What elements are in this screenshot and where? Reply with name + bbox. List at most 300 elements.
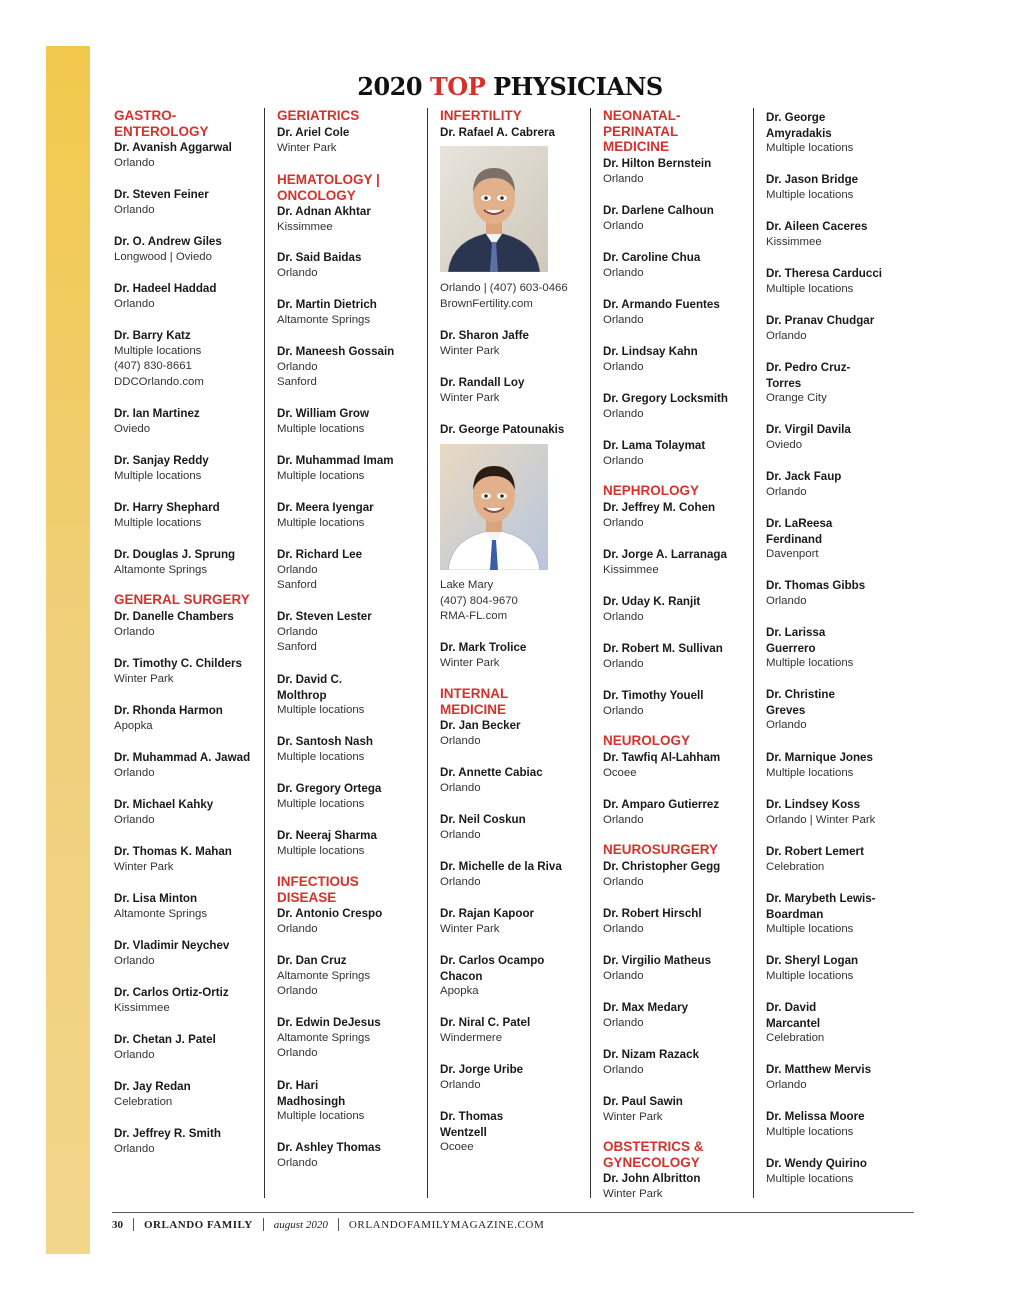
physician-entry: [440, 640, 590, 671]
specialty-heading: [603, 1139, 753, 1170]
location-text: Orlando: [603, 922, 644, 935]
physician-entry: [766, 844, 916, 875]
physician-name: Dr. Robert Lemert: [766, 845, 864, 858]
physician-name: Dr. Niral C. Patel: [440, 1016, 531, 1029]
physician-entry: [440, 859, 590, 890]
physician-entry: [766, 625, 916, 672]
location-text: Winter Park: [277, 141, 337, 154]
physician-name: Dr. David Marcantel: [766, 1001, 821, 1030]
physician-name: Dr. Thomas Wentzell: [440, 1110, 504, 1139]
location-text: Multiple locations: [114, 469, 202, 482]
location-text: Orlando: [603, 219, 644, 232]
location-text: Orlando: [766, 719, 807, 732]
physician-name: Dr. Barry Katz: [114, 329, 191, 342]
physician-name: Dr. Ariel Cole: [277, 126, 350, 139]
specialty-heading-text: NEONATAL- PERINATAL MEDICINE: [603, 108, 681, 154]
location-text: Orlando: [114, 625, 155, 638]
physician-name: Dr. Gregory Ortega: [277, 782, 382, 795]
physician-name: Dr. Michael Kahky: [114, 798, 214, 811]
physician-entry: [277, 204, 427, 235]
location-text: Winter Park: [114, 860, 174, 873]
location-text: Apopka: [114, 719, 153, 732]
physician-entry: [114, 406, 264, 437]
location-text: Orlando: [603, 875, 644, 888]
physician-entry: [114, 140, 264, 171]
physician-entry: [766, 797, 916, 828]
physician-name: Dr. Hilton Bernstein: [603, 157, 712, 170]
physician-entry: [766, 1156, 916, 1187]
specialty-heading: [277, 874, 427, 905]
physician-entry: [603, 797, 753, 828]
physician-entry: [440, 1015, 590, 1046]
physician-entry: [603, 203, 753, 234]
physician-entry: [766, 172, 916, 203]
physician-entry: [766, 953, 916, 984]
location-text: Multiple locations: [114, 344, 202, 357]
physician-name: Dr. Robert M. Sullivan: [603, 642, 723, 655]
physician-entry: [766, 687, 916, 734]
location-text: Orlando: [277, 266, 318, 279]
physician-name: Dr. Caroline Chua: [603, 251, 701, 264]
specialty-heading: [114, 108, 264, 139]
physician-name: Dr. Virgil Davila: [766, 423, 851, 436]
physician-entry: [766, 469, 916, 500]
physician-name: Dr. Neil Coskun: [440, 813, 526, 826]
location-text: Orlando: [440, 875, 481, 888]
physician-name: Dr. Mark Trolice: [440, 641, 527, 654]
issue-date: august 2020: [273, 1218, 328, 1231]
physician-name: Dr. Steven Feiner: [114, 188, 209, 201]
physician-entry: [766, 578, 916, 609]
specialty-heading-text: INFERTILITY: [440, 108, 522, 123]
physician-entry: [603, 641, 753, 672]
physician-name: Dr. Jan Becker: [440, 719, 521, 732]
specialty-heading: [603, 842, 753, 858]
location-text: Multiple locations: [277, 844, 365, 857]
physician-name: Dr. Jorge A. Larranaga: [603, 548, 727, 561]
location-text: Multiple locations: [766, 1172, 854, 1185]
specialty-heading: [114, 592, 264, 608]
location-text: Orlando: [114, 297, 155, 310]
physician-entry: [766, 219, 916, 250]
location-text: Orlando: [440, 1078, 481, 1091]
physician-name: Dr. Thomas Gibbs: [766, 579, 866, 592]
specialty-heading-text: OBSTETRICS & GYNECOLOGY: [603, 1139, 704, 1170]
location-text: Orlando: [603, 313, 644, 326]
location-text: Multiple locations: [766, 766, 854, 779]
physician-entry: [603, 750, 753, 781]
physician-entry: [603, 156, 753, 187]
column-3: [440, 108, 591, 1198]
specialty-heading: [277, 108, 427, 124]
location-text: Orlando: [603, 610, 644, 623]
physician-entry: [603, 1000, 753, 1031]
physician-name: Dr. Sheryl Logan: [766, 954, 859, 967]
location-text: Multiple locations: [277, 1110, 365, 1123]
physician-name: Dr. Richard Lee: [277, 548, 363, 561]
location-text: Lake Mary: [440, 579, 494, 591]
physician-entry: [766, 422, 916, 453]
physician-name: Dr. Timothy Youell: [603, 689, 704, 702]
physician-name: Dr. Pranav Chudgar: [766, 314, 875, 327]
physician-entry: [114, 1126, 264, 1157]
physician-name: Dr. Santosh Nash: [277, 735, 373, 748]
physician-entry: [766, 750, 916, 781]
physician-name: Dr. John Albritton: [603, 1172, 701, 1185]
physician-entry: [114, 750, 264, 781]
location-text: Sanford: [277, 376, 317, 389]
footer-separator: [133, 1218, 134, 1231]
physician-name: Dr. Rafael A. Cabrera: [440, 126, 555, 139]
location-text: Orlando: [603, 360, 644, 373]
physician-entry: [603, 500, 753, 531]
title-year: 2020: [357, 72, 423, 101]
physician-name: Dr. Lindsay Kahn: [603, 345, 698, 358]
physician-entry: [440, 765, 590, 796]
location-text: Sanford: [277, 641, 317, 654]
location-text: Orlando: [603, 1063, 644, 1076]
physician-entry: [603, 1047, 753, 1078]
location-text: Multiple locations: [766, 1125, 854, 1138]
specialty-heading-text: HEMATOLOGY | ONCOLOGY: [277, 172, 380, 203]
location-text: Orlando: [603, 454, 644, 467]
location-text: Oviedo: [114, 422, 151, 435]
location-text: Multiple locations: [277, 797, 365, 810]
location-text: Orlando: [277, 625, 318, 638]
physician-entry: [766, 891, 916, 938]
physician-name: Dr. Rajan Kapoor: [440, 907, 535, 920]
specialty-heading-text: GENERAL SURGERY: [114, 592, 250, 607]
specialty-heading-text: GASTRO- ENTEROLOGY: [114, 108, 209, 139]
physician-entry: [277, 1140, 427, 1171]
physician-entry: [114, 1079, 264, 1110]
physician-name: Dr. Ian Martinez: [114, 407, 200, 420]
physician-entry: [440, 328, 590, 359]
physician-name: Dr. Uday K. Ranjit: [603, 595, 701, 608]
location-text: Ocoee: [440, 1141, 474, 1154]
physician-entry: [114, 985, 264, 1016]
location-text: Celebration: [766, 1032, 825, 1045]
phone-number: (407) 830-8661: [114, 360, 192, 373]
physician-entry: [277, 609, 427, 656]
location-text: Multiple locations: [277, 516, 365, 529]
location-text: Multiple locations: [114, 516, 202, 529]
physician-name: Dr. Sanjay Reddy: [114, 454, 209, 467]
location-text: Multiple locations: [277, 704, 365, 717]
physician-entry: [440, 125, 590, 141]
physician-entry: [114, 328, 264, 390]
physician-entry: [114, 844, 264, 875]
specialty-heading: [440, 686, 590, 717]
footer-separator: [263, 1218, 264, 1231]
location-text: Multiple locations: [766, 657, 854, 670]
location-text: Kissimmee: [603, 563, 659, 576]
location-text: Orlando: [114, 813, 155, 826]
physician-entry: [603, 1094, 753, 1125]
physician-name: Dr. Aileen Caceres: [766, 220, 868, 233]
physician-entry: [277, 547, 427, 594]
location-text: Celebration: [766, 860, 825, 873]
physician-entry: [277, 500, 427, 531]
physician-name: Dr. David C. Molthrop: [277, 673, 343, 702]
physician-entry: [603, 859, 753, 890]
physician-entry: [277, 1078, 427, 1125]
phone-number: (407) 804-9670: [440, 594, 518, 607]
location-text: Orlando: [277, 1047, 318, 1060]
specialty-heading-text: NEUROSURGERY: [603, 842, 719, 857]
physician-name: Dr. Gregory Locksmith: [603, 392, 728, 405]
title-rest: PHYSICIANS: [493, 72, 663, 101]
physician-entry: [440, 375, 590, 406]
specialty-heading: [277, 172, 427, 203]
physician-entry: [766, 110, 916, 157]
physician-entry: [766, 313, 916, 344]
location-text: Orlando: [277, 922, 318, 935]
location-text: Orlando: [603, 407, 644, 420]
location-text: Orlando: [114, 766, 155, 779]
physician-name: Dr. Paul Sawin: [603, 1095, 683, 1108]
location-text: Orlando: [603, 704, 644, 717]
page-number: 30: [112, 1218, 123, 1231]
column-5: [766, 108, 916, 1198]
location-text: Altamonte Springs: [277, 1031, 371, 1044]
physician-name: Dr. Vladimir Neychev: [114, 939, 230, 952]
physician-name: Dr. Theresa Carducci: [766, 267, 882, 280]
physician-name: Dr. Martin Dietrich: [277, 298, 377, 311]
physician-entry: [766, 1000, 916, 1047]
physician-entry: [277, 828, 427, 859]
physician-entry: [766, 516, 916, 563]
location-text: Davenport: [766, 548, 819, 561]
physician-name: Dr. Matthew Mervis: [766, 1063, 872, 1076]
physician-name: Dr. Jason Bridge: [766, 173, 859, 186]
physician-name: Dr. Meera Iyengar: [277, 501, 374, 514]
physician-name: Dr. Said Baidas: [277, 251, 362, 264]
location-text: Altamonte Springs: [114, 907, 208, 920]
website-link[interactable]: DDCOrlando.com: [114, 375, 204, 388]
physician-entry: [440, 953, 590, 1000]
location-text: Orlando: [114, 156, 155, 169]
specialty-heading-text: NEPHROLOGY: [603, 483, 700, 498]
location-text: Multiple locations: [277, 750, 365, 763]
physician-entry: [114, 1032, 264, 1063]
website-link[interactable]: RMA-FL.com: [440, 610, 508, 623]
physician-entry: [114, 797, 264, 828]
location-text: Orlando: [766, 329, 807, 342]
physician-entry: [277, 297, 427, 328]
physician-entry: [277, 781, 427, 812]
location-text: Altamonte Springs: [277, 969, 371, 982]
physician-entry: [440, 422, 590, 438]
location-text: Winter Park: [440, 922, 500, 935]
physician-name: Dr. Hari Madhosingh: [277, 1079, 346, 1108]
physician-entry: [766, 1109, 916, 1140]
physician-entry: [114, 547, 264, 578]
location-text: Orlando: [114, 954, 155, 967]
location-text: Celebration: [114, 1095, 173, 1108]
physician-name: Dr. Neeraj Sharma: [277, 829, 377, 842]
location-text: Altamonte Springs: [277, 313, 371, 326]
physician-entry: [603, 688, 753, 719]
physician-name: Dr. Douglas J. Sprung: [114, 548, 236, 561]
location-text: Orlando | Winter Park: [766, 813, 876, 826]
physician-name: Dr. Antonio Crespo: [277, 907, 383, 920]
physician-entry: [440, 578, 590, 625]
physician-entry: [277, 453, 427, 484]
physician-name: Dr. Maneesh Gossain: [277, 345, 395, 358]
location-text: Orlando: [603, 657, 644, 670]
location-text: Orlando: [603, 1016, 644, 1029]
physician-entry: [440, 281, 590, 312]
location-text: Multiple locations: [766, 188, 854, 201]
location-text: Kissimmee: [277, 220, 333, 233]
physician-name: Dr. Sharon Jaffe: [440, 329, 529, 342]
physician-name: Dr. Pedro Cruz- Torres: [766, 361, 851, 390]
physician-name: Dr. Jorge Uribe: [440, 1063, 524, 1076]
physician-name: Dr. Hadeel Haddad: [114, 282, 217, 295]
location-text: Orlando: [114, 203, 155, 216]
physician-entry: [277, 125, 427, 156]
physician-entry: [603, 250, 753, 281]
physician-name: Dr. Randall Loy: [440, 376, 525, 389]
physician-name: Dr. Robert Hirschl: [603, 907, 702, 920]
location-text: Orlando: [603, 969, 644, 982]
physician-name: Dr. Virgilio Matheus: [603, 954, 712, 967]
location-text: Orlando: [603, 266, 644, 279]
specialty-heading: [440, 108, 590, 124]
physician-name: Dr. Lindsey Koss: [766, 798, 861, 811]
magazine-name: ORLANDO FAMILY: [144, 1218, 253, 1231]
location-text: Multiple locations: [766, 282, 854, 295]
physician-entry: [766, 1062, 916, 1093]
title-accent: TOP: [429, 72, 486, 101]
location-text: Orlando: [603, 813, 644, 826]
location-text: Orlando: [277, 985, 318, 998]
location-text: Orlando: [440, 781, 481, 794]
physician-name: Dr. George Amyradakis: [766, 111, 832, 140]
physician-entry: [114, 234, 264, 265]
physician-name: Dr. LaReesa Ferdinand: [766, 517, 833, 546]
physician-name: Dr. Jack Faup: [766, 470, 842, 483]
column-4: [603, 108, 754, 1198]
physician-entry: [114, 453, 264, 484]
physician-entry: [114, 187, 264, 218]
specialty-heading: [603, 108, 753, 155]
footer: [112, 1218, 544, 1231]
physician-name: Dr. Steven Lester: [277, 610, 372, 623]
column-1: [114, 108, 265, 1198]
physician-name: Dr. Danelle Chambers: [114, 610, 234, 623]
physician-name: Dr. Avanish Aggarwal: [114, 141, 232, 154]
physician-name: Dr. Christopher Gegg: [603, 860, 721, 873]
physician-entry: [603, 906, 753, 937]
physician-name: Dr. Marybeth Lewis- Boardman: [766, 892, 876, 921]
physician-name: Dr. Melissa Moore: [766, 1110, 865, 1123]
location-text: Multiple locations: [766, 923, 854, 936]
physician-name: Dr. Muhammad A. Jawad: [114, 751, 251, 764]
physician-name: Dr. Lama Tolaymat: [603, 439, 706, 452]
physician-name: Dr. Darlene Calhoun: [603, 204, 714, 217]
physician-entry: [277, 734, 427, 765]
location-text: Orlando: [114, 1048, 155, 1061]
physician-entry: [277, 250, 427, 281]
physician-name: Dr. Max Medary: [603, 1001, 689, 1014]
physician-name: Dr. Larissa Guerrero: [766, 626, 826, 655]
physician-entry: [114, 281, 264, 312]
location-text: Orlando: [603, 172, 644, 185]
location-text: Orlando: [277, 1156, 318, 1169]
physician-name: Dr. Carlos Ortiz-Ortiz: [114, 986, 229, 999]
specialty-heading-text: GERIATRICS: [277, 108, 360, 123]
location-text: Winter Park: [440, 656, 500, 669]
location-text: Longwood | Oviedo: [114, 250, 212, 263]
location-text: Windermere: [440, 1031, 503, 1044]
location-text: Multiple locations: [766, 142, 854, 155]
gold-side-bar: [46, 46, 90, 1254]
location-text: Altamonte Springs: [114, 563, 208, 576]
physician-name: Dr. Annette Cabiac: [440, 766, 543, 779]
physician-name: Dr. Jeffrey M. Cohen: [603, 501, 716, 514]
physician-name: Dr. Adnan Akhtar: [277, 205, 371, 218]
physician-entry: [440, 718, 590, 749]
physician-entry: [603, 297, 753, 328]
location-text: Ocoee: [603, 766, 637, 779]
physician-name: Dr. Michelle de la Riva: [440, 860, 562, 873]
location-text: Orlando: [114, 1142, 155, 1155]
physician-entry: [277, 953, 427, 1000]
physician-entry: [114, 938, 264, 969]
column-2: [277, 108, 428, 1198]
physician-name: Dr. Wendy Quirino: [766, 1157, 867, 1170]
physician-entry: [603, 1171, 753, 1202]
physician-entry: [440, 1062, 590, 1093]
physician-name: Dr. Muhammad Imam: [277, 454, 394, 467]
physician-name: Dr. Nizam Razack: [603, 1048, 700, 1061]
physician-entry: [603, 391, 753, 422]
physician-name: Dr. Ashley Thomas: [277, 1141, 381, 1154]
physician-name: Dr. Timothy C. Childers: [114, 657, 242, 670]
physician-name: Dr. Dan Cruz: [277, 954, 347, 967]
physician-entry: [114, 609, 264, 640]
physician-entry: [277, 906, 427, 937]
website-link[interactable]: ORLANDOFAMILYMAGAZINE.COM: [348, 1218, 545, 1231]
location-text: Winter Park: [114, 672, 174, 685]
website-link[interactable]: BrownFertility.com: [440, 297, 533, 310]
location-text: Winter Park: [603, 1187, 663, 1200]
physician-entry: [603, 344, 753, 375]
location-text: Kissimmee: [114, 1001, 170, 1014]
physician-entry: [277, 406, 427, 437]
specialty-heading: [603, 483, 753, 499]
location-text: Multiple locations: [277, 422, 365, 435]
location-text: Orange City: [766, 392, 827, 405]
physician-name: Dr. Amparo Gutierrez: [603, 798, 720, 811]
physician-entry: [440, 906, 590, 937]
physician-name: Dr. Tawfiq Al-Lahham: [603, 751, 721, 764]
physician-entry: [766, 266, 916, 297]
footer-separator: [338, 1218, 339, 1231]
location-text: Kissimmee: [766, 235, 822, 248]
physician-entry: [603, 953, 753, 984]
physician-name: Dr. Jay Redan: [114, 1080, 191, 1093]
physician-entry: [603, 438, 753, 469]
specialty-heading-text: INFECTIOUS DISEASE: [277, 874, 359, 905]
location-text: Orlando: [603, 516, 644, 529]
page-title: [300, 72, 720, 101]
specialty-heading-text: INTERNAL MEDICINE: [440, 686, 509, 717]
location-text: Oviedo: [766, 438, 803, 451]
physician-name: Dr. George Patounakis: [440, 423, 565, 436]
